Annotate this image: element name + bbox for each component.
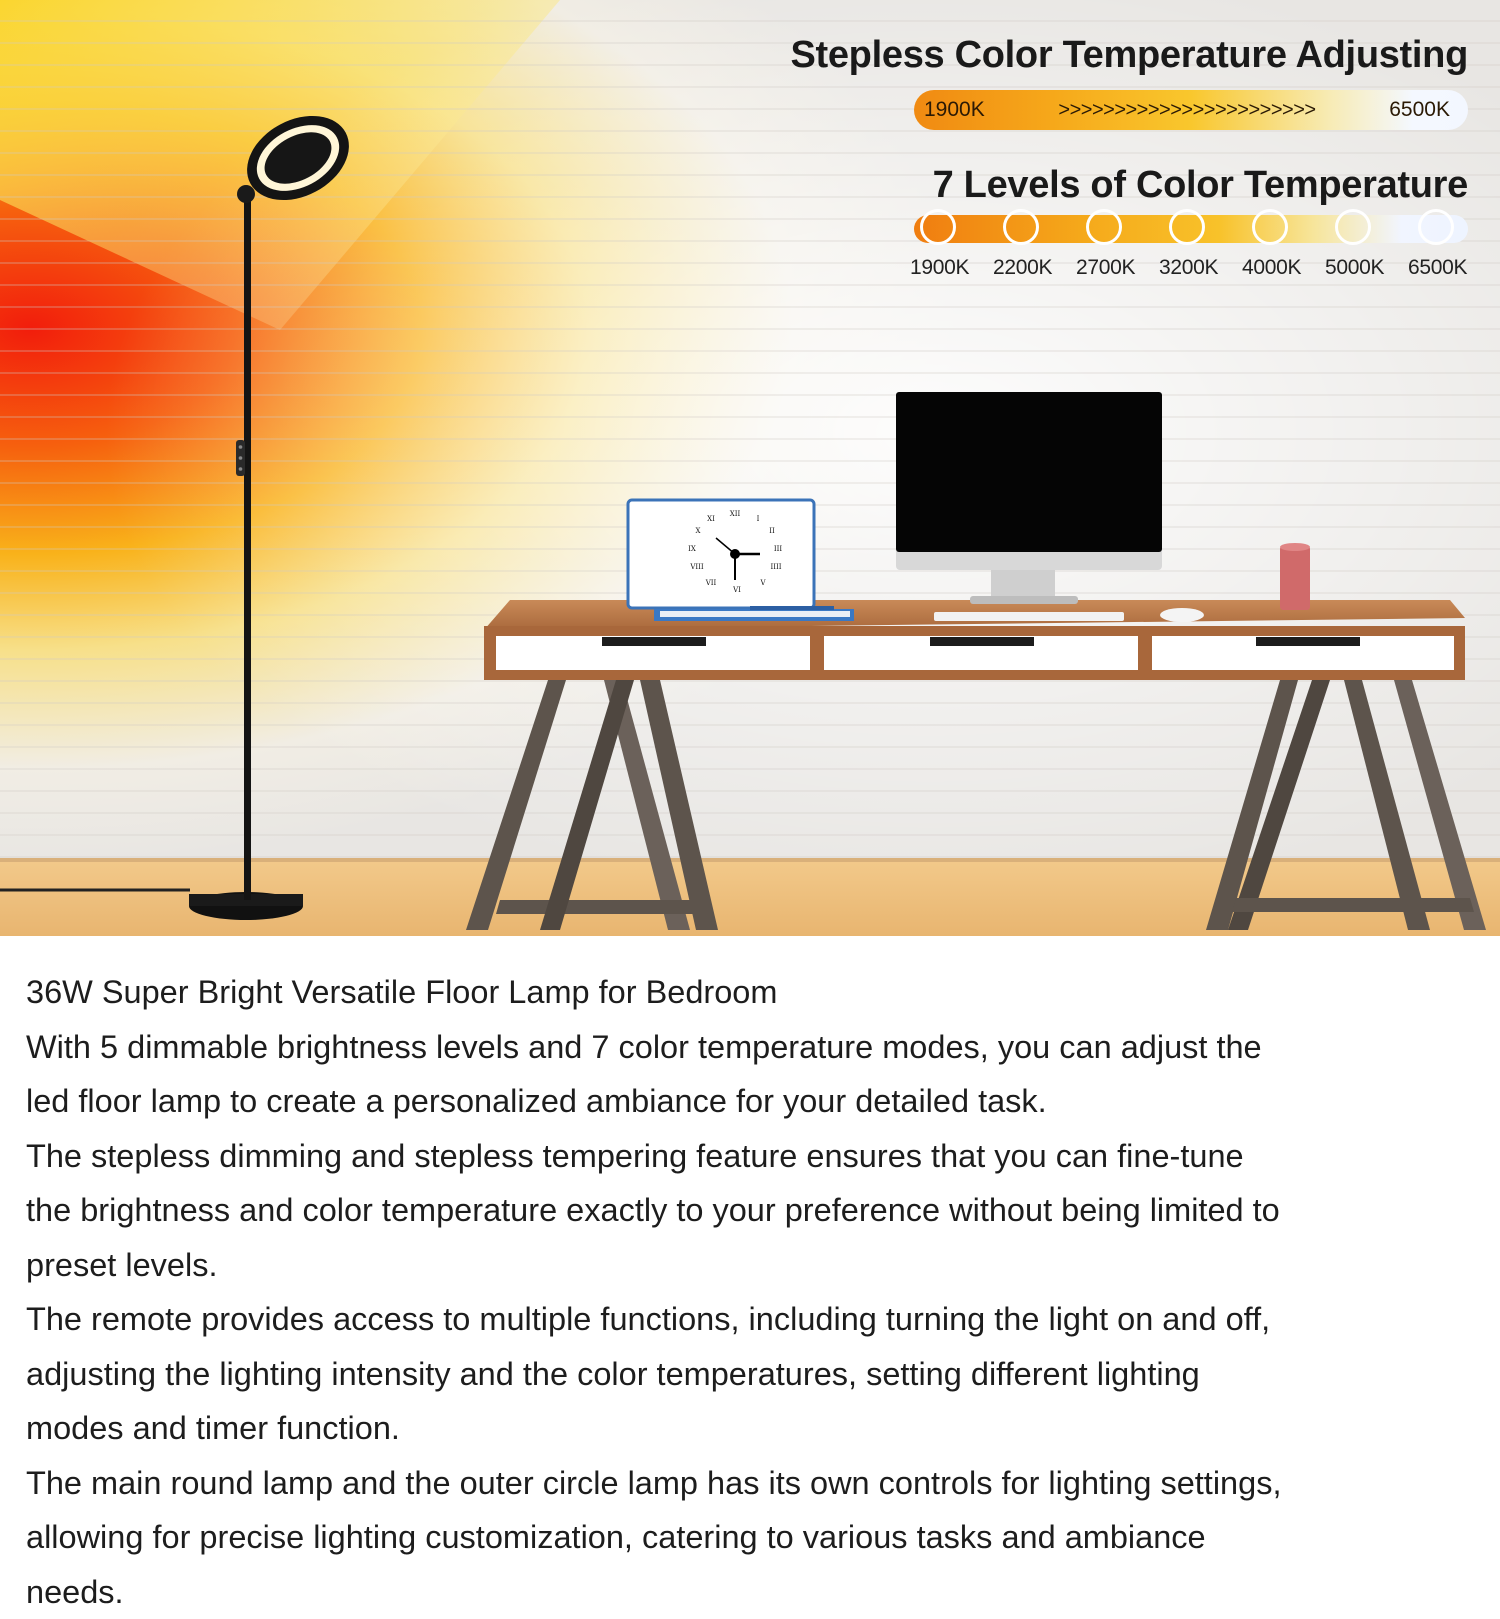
svg-text:VII: VII — [705, 579, 717, 587]
description-line: With 5 dimmable brightness levels and 7 color temperature modes, you can adjust the — [26, 1020, 1486, 1075]
level-label: 6500K — [1408, 256, 1467, 280]
level-label: 4000K — [1242, 256, 1301, 280]
description-title: 36W Super Bright Versatile Floor Lamp for Bedroom — [26, 965, 1486, 1020]
svg-text:VIII: VIII — [689, 563, 704, 571]
description-line: the brightness and color temperature exactly to your preference without being limited to — [26, 1183, 1486, 1238]
description-line: adjusting the lighting intensity and the color temperatures, setting different lighting — [26, 1347, 1486, 1402]
description-line: needs. — [26, 1565, 1486, 1619]
description-line: The main round lamp and the outer circle lamp has its own controls for lighting settings, — [26, 1456, 1486, 1511]
svg-text:I: I — [757, 515, 760, 523]
description-line: preset levels. — [26, 1238, 1486, 1293]
level-dot-3200k — [1169, 209, 1205, 245]
level-label: 2200K — [993, 256, 1052, 280]
description-line: allowing for precise lighting customization, catering to various tasks and ambiance — [26, 1510, 1486, 1565]
level-label: 1900K — [910, 256, 969, 280]
level-dot-4000k — [1252, 209, 1288, 245]
level-label: 2700K — [1076, 256, 1135, 280]
svg-text:IX: IX — [688, 545, 696, 553]
level-label: 3200K — [1159, 256, 1218, 280]
description-line: The remote provides access to multiple functions, including turning the light on and off, — [26, 1292, 1486, 1347]
svg-text:X: X — [696, 527, 701, 535]
svg-text:VI: VI — [732, 586, 741, 594]
description-line: The stepless dimming and stepless tempering feature ensures that you can fine-tune — [26, 1129, 1486, 1184]
stepless-arrows: >>>>>>>>>>>>>>>>>>>>>>> — [1058, 99, 1315, 122]
level-dot-2200k — [1003, 209, 1039, 245]
description-line: modes and timer function. — [26, 1401, 1486, 1456]
level-dot-6500k — [1418, 209, 1454, 245]
levels-gradient-bar — [914, 215, 1468, 243]
stepless-end-label: 6500K — [1389, 98, 1450, 122]
svg-text:V: V — [759, 579, 766, 587]
svg-text:III: III — [774, 545, 783, 553]
stepless-gradient-bar — [914, 90, 1468, 130]
svg-text:XII: XII — [730, 510, 741, 518]
stepless-start-label: 1900K — [924, 98, 985, 122]
svg-text:IIII: IIII — [770, 563, 781, 571]
level-labels — [904, 256, 1484, 286]
level-dot-1900k — [920, 209, 956, 245]
level-dot-5000k — [1335, 209, 1371, 245]
svg-text:XI: XI — [707, 515, 715, 523]
stepless-heading: Stepless Color Temperature Adjusting — [790, 34, 1468, 77]
cup — [1280, 543, 1310, 610]
product-description — [26, 965, 1486, 1619]
level-label: 5000K — [1325, 256, 1384, 280]
svg-text:II: II — [769, 527, 775, 535]
description-line: led floor lamp to create a personalized ambiance for your detailed task. — [26, 1074, 1486, 1129]
levels-heading: 7 Levels of Color Temperature — [933, 164, 1468, 207]
level-dot-2700k — [1086, 209, 1122, 245]
